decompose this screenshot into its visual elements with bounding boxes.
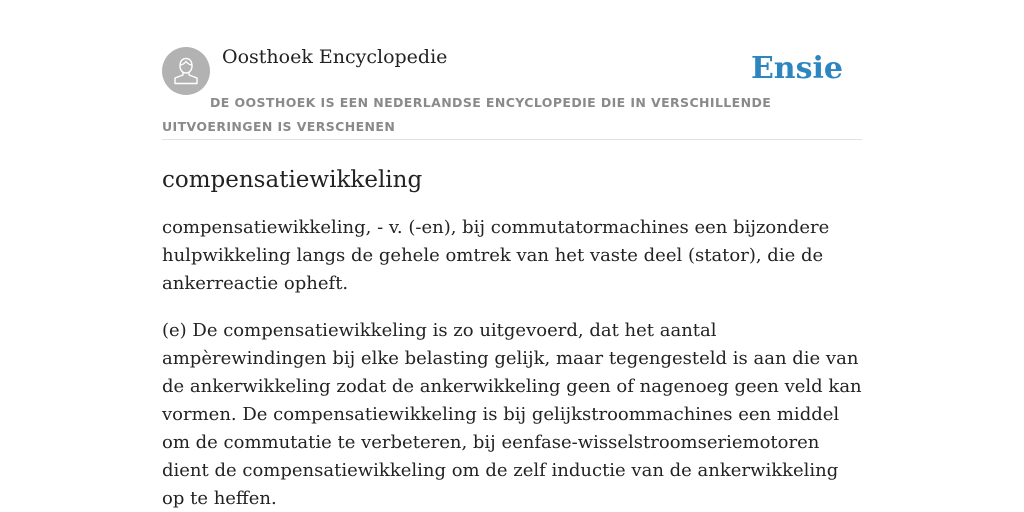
source-header [162, 40, 862, 140]
article-paragraph: (e) De compensatiewikkeling is zo uitgevoerd, dat het aantal ampèrewindingen bij elke belasting gelijk, maar tegengesteld is aan die van de ankerwikkeling zodat de ankerwikkeling geen of nagenoeg geen veld kan vormen. De compensatiewikkeling is bij gelijkstroommachines een middel om de commutatie te verbeteren, bij eenfase-wisselstroomseriemotoren dient de compensatiewikkeling om de zelf inductie van de ankerwikkeling op te heffen. [162, 320, 862, 509]
avatar[interactable] [162, 47, 210, 95]
brand-logo[interactable]: Ensie [750, 51, 843, 86]
main-container [162, 40, 862, 512]
source-description: DE OOSTHOEK IS EEN NEDERLANDSE ENCYCLOPEDIE DIE IN VERSCHILLENDE UITVOERINGEN IS VERSCHENEN [162, 95, 772, 134]
page-title: compensatiewikkeling [162, 167, 423, 193]
article [162, 140, 862, 512]
user-icon [173, 57, 199, 85]
source-title[interactable]: Oosthoek Encyclopedie [222, 46, 448, 68]
article-paragraph: compensatiewikkeling, - v. (-en), bij commutatormachines een bijzondere hulpwikkeling langs de gehele omtrek van het vaste deel (stator), die de ankerreactie opheft. [162, 217, 830, 294]
